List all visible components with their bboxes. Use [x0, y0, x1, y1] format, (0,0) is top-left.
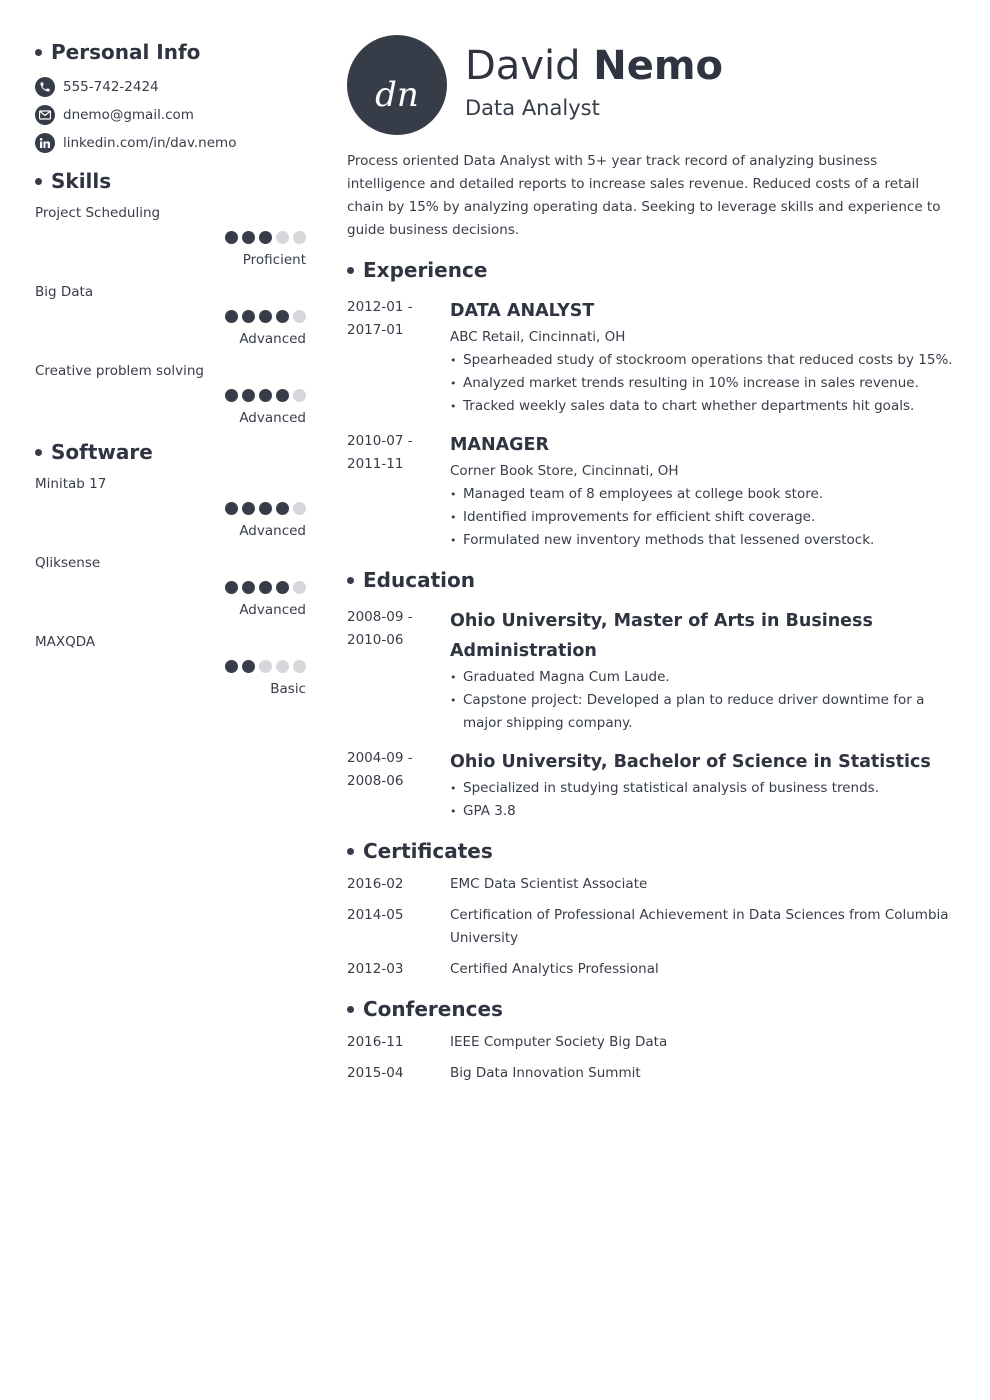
avatar	[347, 35, 447, 135]
resume-header	[347, 35, 957, 135]
phone-icon	[35, 77, 55, 97]
item-text: Big Data Innovation Summit	[450, 1065, 641, 1081]
skill-level: Advanced	[239, 602, 306, 618]
rating-dot-filled	[276, 389, 289, 402]
entry-title: Ohio University, Bachelor of Science in Statistics	[450, 752, 931, 772]
skill-rating	[35, 389, 306, 403]
rating-dot-filled	[225, 581, 238, 594]
bullet-item: • Tracked weekly sales data to chart whether departments hit goals.	[450, 395, 957, 418]
rating-dot-empty	[293, 389, 306, 402]
experience-heading: Experience	[347, 256, 957, 284]
item-date: 2012-03	[347, 961, 404, 977]
experience-list	[347, 296, 957, 552]
item-text: IEEE Computer Society Big Data	[450, 1034, 668, 1050]
entry-item	[347, 296, 957, 418]
skill-level: Advanced	[239, 523, 306, 539]
education-heading: Education	[347, 566, 957, 594]
bullet-item: • GPA 3.8	[450, 800, 957, 823]
item-text: Certified Analytics Professional	[450, 961, 659, 977]
entry-body	[450, 747, 957, 823]
bullet-item: • Capstone project: Developed a plan to reduce driver downtime for a major shipping company.	[450, 689, 957, 735]
summary: Process oriented Data Analyst with 5+ year track record of analyzing business intelligence and detailed reports to increase sales revenue. Reduced costs of a retail chain by 15% by analyzing operating data. Seeking to leverage skills and experience to guide business decisions.	[347, 153, 941, 238]
entry-organization: Corner Book Store, Cincinnati, OH	[450, 463, 679, 479]
rating-dot-filled	[259, 310, 272, 323]
first-name: David	[465, 43, 581, 89]
software-list	[35, 472, 306, 709]
rating-dot-filled	[225, 502, 238, 515]
rating-dot-filled	[225, 660, 238, 673]
avatar-initials: dn	[375, 75, 419, 115]
entry-title: Ohio University, Master of Arts in Business Administration	[450, 611, 873, 661]
entry-body	[450, 606, 957, 735]
skill-name: Qliksense	[35, 555, 101, 571]
rating-dot-empty	[293, 502, 306, 515]
rating-dot-filled	[225, 389, 238, 402]
list-item	[347, 1031, 957, 1054]
list-item	[347, 958, 957, 981]
contact-email	[35, 101, 306, 129]
rating-dot-filled	[242, 389, 255, 402]
rating-dot-filled	[259, 502, 272, 515]
conferences-section	[347, 995, 957, 1085]
skill-name: MAXQDA	[35, 634, 96, 650]
skill-item	[35, 201, 306, 280]
skill-item	[35, 630, 306, 709]
personal-info-heading: Personal Info	[35, 38, 306, 66]
skill-item	[35, 280, 306, 359]
skill-rating	[35, 231, 306, 245]
entry-body	[450, 296, 957, 418]
rating-dot-empty	[293, 231, 306, 244]
certificates-list	[347, 873, 957, 981]
list-item	[347, 1062, 957, 1085]
main-content	[347, 35, 957, 1085]
item-date: 2014-05	[347, 907, 404, 923]
bullet-item: • Graduated Magna Cum Laude.	[450, 666, 957, 689]
skills-list	[35, 201, 306, 438]
rating-dot-filled	[225, 310, 238, 323]
entry-date: 2010-07 - 2011-11	[347, 433, 413, 472]
entry-body	[450, 430, 957, 552]
item-date: 2016-11	[347, 1034, 404, 1050]
skill-rating	[35, 502, 306, 516]
skill-rating	[35, 310, 306, 324]
sidebar	[35, 38, 306, 709]
rating-dot-filled	[242, 231, 255, 244]
skill-level: Advanced	[239, 410, 306, 426]
experience-section	[347, 256, 957, 552]
entry-item	[347, 606, 957, 735]
linkedin-icon	[35, 133, 55, 153]
skill-name: Creative problem solving	[35, 363, 204, 379]
contact-linkedin	[35, 129, 306, 157]
skill-level: Advanced	[239, 331, 306, 347]
bullet-item: • Formulated new inventory methods that lessened overstock.	[450, 529, 957, 552]
item-text: Certification of Professional Achievement in Data Sciences from Columbia University	[450, 907, 949, 946]
entry-date: 2012-01 - 2017-01	[347, 299, 413, 338]
skill-item	[35, 551, 306, 630]
rating-dot-filled	[259, 581, 272, 594]
skill-name: Project Scheduling	[35, 205, 161, 221]
skill-name: Big Data	[35, 284, 94, 300]
contact-phone	[35, 73, 306, 101]
education-section	[347, 566, 957, 823]
rating-dot-empty	[259, 660, 272, 673]
entry-date: 2008-09 - 2010-06	[347, 609, 413, 648]
certificates-section	[347, 837, 957, 981]
rating-dot-filled	[259, 231, 272, 244]
bullet-list	[450, 483, 957, 552]
bullet-list	[450, 777, 957, 823]
rating-dot-filled	[242, 502, 255, 515]
skill-level: Proficient	[242, 252, 306, 268]
conferences-list	[347, 1031, 957, 1085]
bullet-item: • Spearheaded study of stockroom operations that reduced costs by 15%.	[450, 349, 957, 372]
certificates-heading: Certificates	[347, 837, 957, 865]
skill-rating	[35, 581, 306, 595]
entry-item	[347, 430, 957, 552]
rating-dot-empty	[293, 310, 306, 323]
list-item	[347, 904, 957, 950]
bullet-item: • Analyzed market trends resulting in 10% increase in sales revenue.	[450, 372, 957, 395]
education-list	[347, 606, 957, 823]
rating-dot-filled	[242, 581, 255, 594]
bullet-item: • Identified improvements for efficient shift coverage.	[450, 506, 957, 529]
entry-item	[347, 747, 957, 823]
rating-dot-empty	[276, 231, 289, 244]
phone-text: 555-742-2424	[63, 79, 159, 95]
bullet-item: • Specialized in studying statistical analysis of business trends.	[450, 777, 957, 800]
skill-item	[35, 472, 306, 551]
skills-heading: Skills	[35, 167, 306, 195]
rating-dot-filled	[242, 660, 255, 673]
conferences-heading: Conferences	[347, 995, 957, 1023]
skill-name: Minitab 17	[35, 476, 107, 492]
last-name: Nemo	[593, 43, 723, 89]
job-title: Data Analyst	[465, 96, 600, 120]
rating-dot-empty	[293, 660, 306, 673]
name-block	[465, 35, 723, 123]
software-heading: Software	[35, 438, 306, 466]
rating-dot-filled	[276, 502, 289, 515]
rating-dot-filled	[276, 581, 289, 594]
rating-dot-filled	[259, 389, 272, 402]
rating-dot-empty	[293, 581, 306, 594]
rating-dot-filled	[242, 310, 255, 323]
skill-level: Basic	[270, 681, 306, 697]
skill-item	[35, 359, 306, 438]
rating-dot-filled	[276, 310, 289, 323]
full-name	[465, 41, 723, 91]
rating-dot-filled	[225, 231, 238, 244]
entry-date: 2004-09 - 2008-06	[347, 750, 413, 789]
item-date: 2016-02	[347, 876, 404, 892]
item-text: EMC Data Scientist Associate	[450, 876, 648, 892]
skill-rating	[35, 660, 306, 674]
linkedin-text: linkedin.com/in/dav.nemo	[63, 135, 237, 151]
email-icon	[35, 105, 55, 125]
bullet-list	[450, 349, 957, 418]
contact-list	[35, 73, 306, 157]
email-text: dnemo@gmail.com	[63, 107, 194, 123]
bullet-list	[450, 666, 957, 735]
rating-dot-empty	[276, 660, 289, 673]
entry-title: MANAGER	[450, 435, 549, 455]
item-date: 2015-04	[347, 1065, 404, 1081]
entry-organization: ABC Retail, Cincinnati, OH	[450, 329, 626, 345]
list-item	[347, 873, 957, 896]
entry-title: DATA ANALYST	[450, 301, 595, 321]
bullet-item: • Managed team of 8 employees at college book store.	[450, 483, 957, 506]
